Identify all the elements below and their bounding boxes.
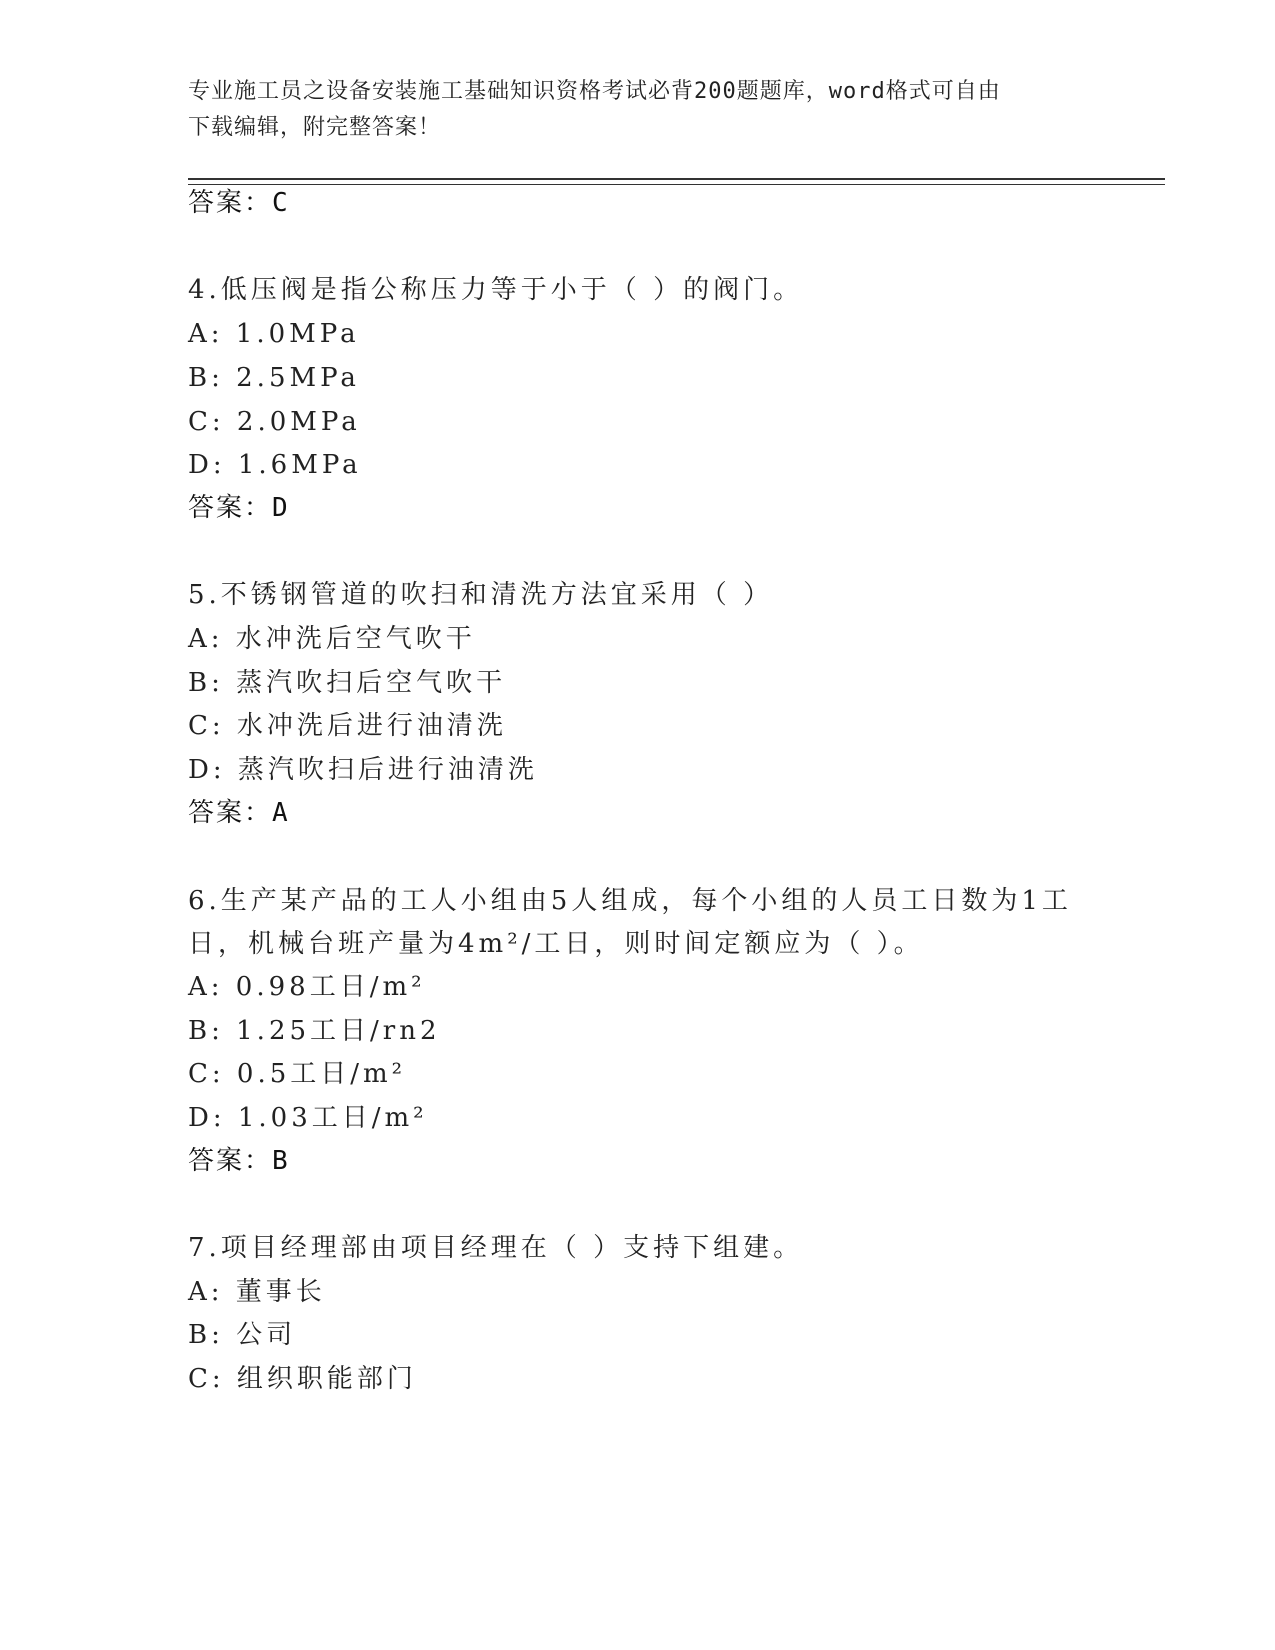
question-6-stem-line-2: 日，机械台班产量为4m²/工日，则时间定额应为（ ）。 [188, 929, 924, 959]
question-7-option-b: B: 公司 [188, 1320, 297, 1350]
answer-q4: 答案：D [188, 493, 290, 523]
question-4-option-b: B: 2.5MPa [188, 363, 360, 393]
header-line-2: 下载编辑，附完整答案！ [188, 115, 442, 140]
question-6-option-d: D: 1.03工日/m² [188, 1103, 428, 1133]
answer-q3: 答案：C [188, 188, 290, 218]
question-5-option-b: B: 蒸汽吹扫后空气吹干 [188, 668, 507, 698]
question-7-option-a: A: 董事长 [188, 1277, 326, 1307]
header-line-1: 专业施工员之设备安装施工基础知识资格考试必背200题题库，word格式可自由 [188, 79, 1001, 104]
question-6-option-c: C: 0.5工日/m² [188, 1059, 407, 1089]
question-5-option-d: D: 蒸汽吹扫后进行油清洗 [188, 755, 538, 785]
question-7-stem: 7.项目经理部由项目经理在（ ）支持下组建。 [188, 1233, 804, 1263]
answer-q6: 答案：B [188, 1146, 290, 1176]
question-7-option-c: C: 组织职能部门 [188, 1364, 417, 1394]
question-6-option-a: A: 0.98工日/m² [188, 972, 426, 1002]
question-6-option-b: B: 1.25工日/rn2 [188, 1016, 441, 1046]
header-rule-thick [188, 178, 1165, 180]
question-4-option-d: D: 1.6MPa [188, 450, 362, 480]
header-rule-thin [188, 184, 1165, 185]
question-5-option-a: A: 水冲洗后空气吹干 [188, 624, 476, 654]
answer-q5: 答案：A [188, 798, 290, 828]
question-4-option-c: C: 2.0MPa [188, 407, 361, 437]
question-4-stem: 4.低压阀是指公称压力等于小于（ ）的阀门。 [188, 275, 804, 305]
question-6-stem-line-1: 6.生产某产品的工人小组由5人组成，每个小组的人员工日数为1工 [188, 886, 1072, 916]
document-header [188, 74, 1088, 146]
question-5-stem: 5.不锈钢管道的吹扫和清洗方法宜采用（ ） [188, 580, 774, 610]
question-4-option-a: A: 1.0MPa [188, 319, 360, 349]
question-5-option-c: C: 水冲洗后进行油清洗 [188, 711, 507, 741]
